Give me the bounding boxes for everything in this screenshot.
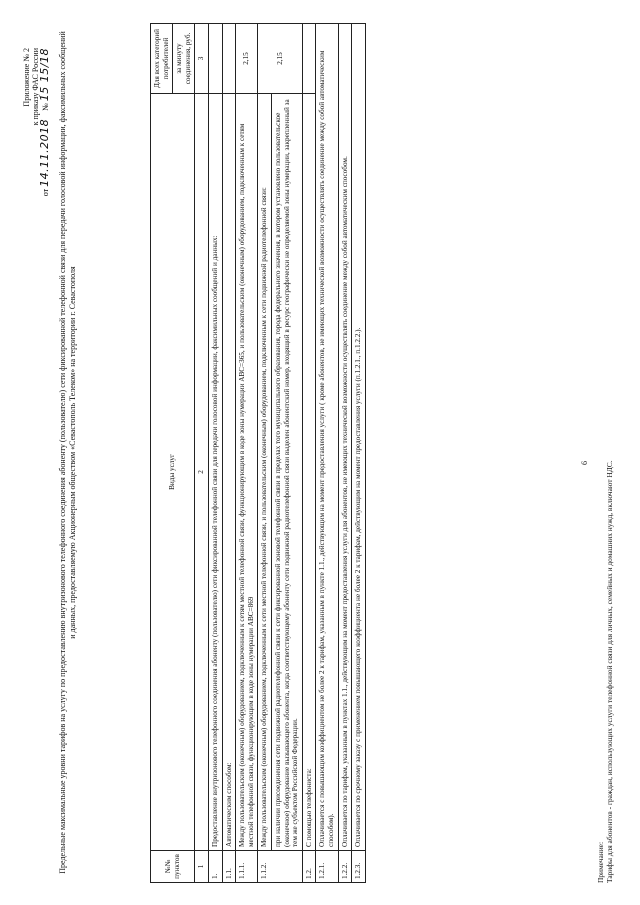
- row-num: 1.1.2.: [258, 851, 302, 883]
- footnote-label: Примечание:: [596, 841, 605, 883]
- number-prefix: №: [41, 103, 50, 111]
- appendix-order-ref: к приказу ФАС России: [31, 48, 40, 126]
- handwritten-date: 14.11.2018: [38, 118, 51, 187]
- row-text: Оплачивается с повышающим коэффициентом не более 2 к тарифам, указанным в пункте 1.1., действующим на момент предоставления услуги ( кроме абонентов, не имеющих технической возможности осуществлять соединение между собой автоматическим способом).: [316, 24, 338, 851]
- header-num: №№ пунктов: [151, 851, 195, 883]
- row-num: 1.2.2.: [338, 851, 352, 883]
- footnote-text: Тарифы для абонентов - граждан, использующих услуги телефонной связи для личных, семейных и домашних нужд, включают НДС.: [605, 460, 614, 883]
- tariff-table: [150, 23, 366, 883]
- row-num: 1.1.1.: [236, 851, 258, 883]
- table-row: [316, 24, 338, 883]
- appendix-label: Приложение № 2: [22, 48, 31, 107]
- header-price-top: Для всех категорий потребителей: [151, 24, 173, 94]
- table-row: [222, 24, 236, 883]
- row-price: 2,15: [258, 24, 302, 94]
- table-row: [338, 24, 352, 883]
- header-price-bottom: за минуту соединения, руб.: [173, 24, 195, 94]
- row-price: 2,15: [236, 24, 258, 94]
- row-text: Оплачивается по тарифам, указанным в пунктах 1.1., действующим на момент предоставления услуги для абонентов, не имеющих технической возможности осуществлять соединение между собой автоматическим способом.: [338, 24, 352, 851]
- header-service: Виды услуг: [151, 94, 195, 851]
- table-row: [208, 24, 222, 883]
- table-row: [302, 24, 316, 883]
- row-text: Автоматическим способом:: [222, 94, 236, 851]
- row-text: Оплачивается по срочному заказу с применением повышающего коэффициента не более 2 к тарифам, действующим на момент предоставления услуги (п.1.2.1., п.1.2.2.).: [352, 24, 366, 851]
- col-number-2: 2: [195, 94, 209, 851]
- row-text-composite: [258, 94, 302, 851]
- row-text: Между пользовательским (оконечным) оборудованием, подключенным к сетям местной телефонной связи, функционирующим в коде зоны нумерации АВС=365, и пользовательским (оконечным) оборудованием, подключенным к сетям местной телефонной связи, функционирующим в коде зоны нумерации АВС=869: [236, 94, 258, 851]
- document-title: Предельные максимальные уровни тарифов на услугу по предоставлению внутризонового телефонного соединения абоненту (пользователю) сети фиксированной телефонной связи для передачи голосовой информации, факсимильных сообщений и данных, предоставляемую Акционерным обществом «Севастополь Телеком» на территории г. Севастополя: [58, 31, 77, 874]
- row-num: 1.2.3.: [352, 851, 366, 883]
- row-num: 1.1.: [222, 851, 236, 883]
- table-row: [352, 24, 366, 883]
- footnote: [596, 460, 614, 883]
- row-subtext: при наличии присоединения сети подвижной радиотелефонной связи к сети фиксированной зоновой телефонной связи в пределах того муниципального образования, города федерального значения, в котором установлено пользовательское (оконечное) оборудование вызывающего абонента, когда соответствующему абоненту сети подвижной радиотелефонной связи выделен абонентский номер, входящий в ресурс географически не определяемой зоны нумерации, закрепленный за тем же субъектом Российской Федерации.: [273, 99, 300, 847]
- handwritten-number: 15 15/18: [38, 48, 51, 102]
- row-num: 1.2.1.: [316, 851, 338, 883]
- table-row: [236, 24, 258, 883]
- col-number-1: 1: [195, 851, 209, 883]
- appendix-date-line: [40, 48, 50, 196]
- row-price: [208, 24, 222, 94]
- table-row: [258, 24, 302, 883]
- row-num: 1.2.: [302, 851, 316, 883]
- appendix-header: [22, 48, 50, 196]
- row-text: Между пользовательским (оконечным) оборудованием, подключенным к сети местной телефонной связи, и пользовательским (оконечным) оборудованием, подключенным к сети подвижной радиотелефонной связи:: [258, 94, 272, 850]
- row-num: 1.: [208, 851, 222, 883]
- row-text: С помощью телефониста:: [302, 94, 316, 851]
- page-number: 6: [580, 461, 589, 465]
- table-header-row: [151, 24, 173, 883]
- row-price: [302, 24, 316, 94]
- row-price: [222, 24, 236, 94]
- date-prefix: от: [41, 188, 50, 197]
- col-number-3: 3: [195, 24, 209, 94]
- row-text: Предоставление внутризонового телефонного соединения абоненту (пользователю) сети фиксированной телефонной связи для передачи голосовой информации, факсимильных сообщений и данных:: [208, 94, 222, 851]
- column-number-row: [195, 24, 209, 883]
